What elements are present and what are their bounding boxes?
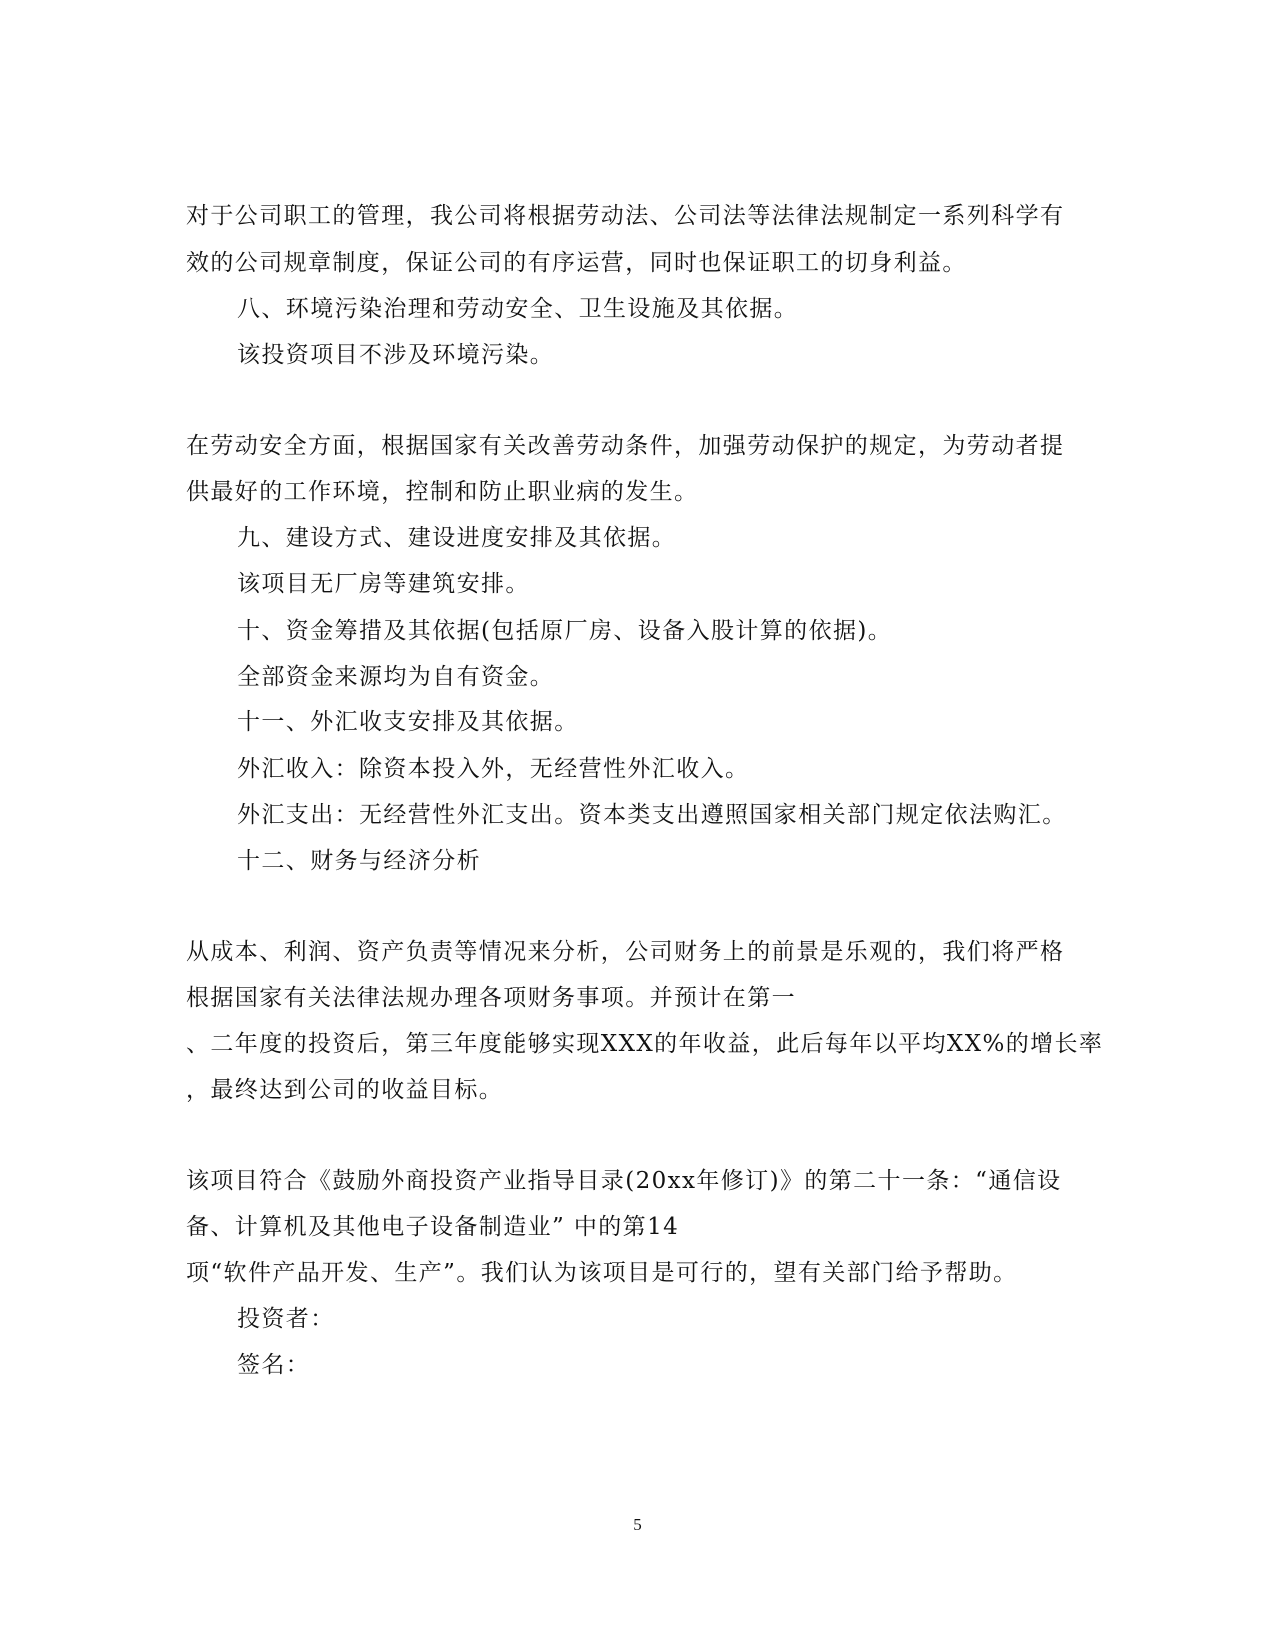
investor-label: 投资者： — [237, 1306, 335, 1332]
section-heading-9: 九、建设方式、建设进度安排及其依据。 — [237, 525, 677, 551]
paragraph-line-13: ，最终达到公司的收益目标。 — [186, 1077, 504, 1103]
paragraph-line-11: 根据国家有关法律法规办理各项财务事项。并预计在第一 — [186, 985, 796, 1011]
paragraph-line-12: 、二年度的投资后，第三年度能够实现XXX的年收益，此后每年以平均XX%的增长率 — [186, 1031, 1104, 1057]
section-heading-8: 八、环境污染治理和劳动安全、卫生设施及其依据。 — [237, 296, 799, 322]
paragraph-line-6: 该项目无厂房等建筑安排。 — [237, 571, 530, 597]
paragraph-line-15: 备、计算机及其他电子设备制造业” 中的第14 — [186, 1214, 680, 1240]
paragraph-line-8: 外汇收入：除资本投入外，无经营性外汇收入。 — [237, 756, 750, 782]
paragraph-line-1: 对于公司职工的管理，我公司将根据劳动法、公司法等法律法规制定一系列科学有 — [186, 203, 1065, 229]
paragraph-line-7: 全部资金来源均为自有资金。 — [237, 664, 555, 690]
paragraph-line-14: 该项目符合《鼓励外商投资产业指导目录(20xx年修订)》的第二十一条：“通信设 — [186, 1168, 1062, 1194]
paragraph-line-10: 从成本、利润、资产负责等情况来分析，公司财务上的前景是乐观的，我们将严格 — [186, 939, 1065, 965]
section-heading-10: 十、资金筹措及其依据(包括原厂房、设备入股计算的依据)。 — [237, 618, 893, 644]
paragraph-line-9: 外汇支出：无经营性外汇支出。资本类支出遵照国家相关部门规定依法购汇。 — [237, 802, 1067, 828]
signature-label: 签名： — [237, 1352, 311, 1378]
section-heading-12: 十二、财务与经济分析 — [237, 848, 481, 874]
paragraph-line-4: 在劳动安全方面，根据国家有关改善劳动条件，加强劳动保护的规定，为劳动者提 — [186, 433, 1065, 459]
paragraph-line-2: 效的公司规章制度，保证公司的有序运营，同时也保证职工的切身利益。 — [186, 250, 967, 276]
paragraph-line-16: 项“软件产品开发、生产”。我们认为该项目是可行的，望有关部门给予帮助。 — [186, 1260, 1018, 1286]
page-number: 5 — [633, 1515, 642, 1534]
section-heading-11: 十一、外汇收支安排及其依据。 — [237, 709, 579, 735]
paragraph-line-3: 该投资项目不涉及环境污染。 — [237, 342, 555, 368]
paragraph-line-5: 供最好的工作环境，控制和防止职业病的发生。 — [186, 479, 699, 505]
